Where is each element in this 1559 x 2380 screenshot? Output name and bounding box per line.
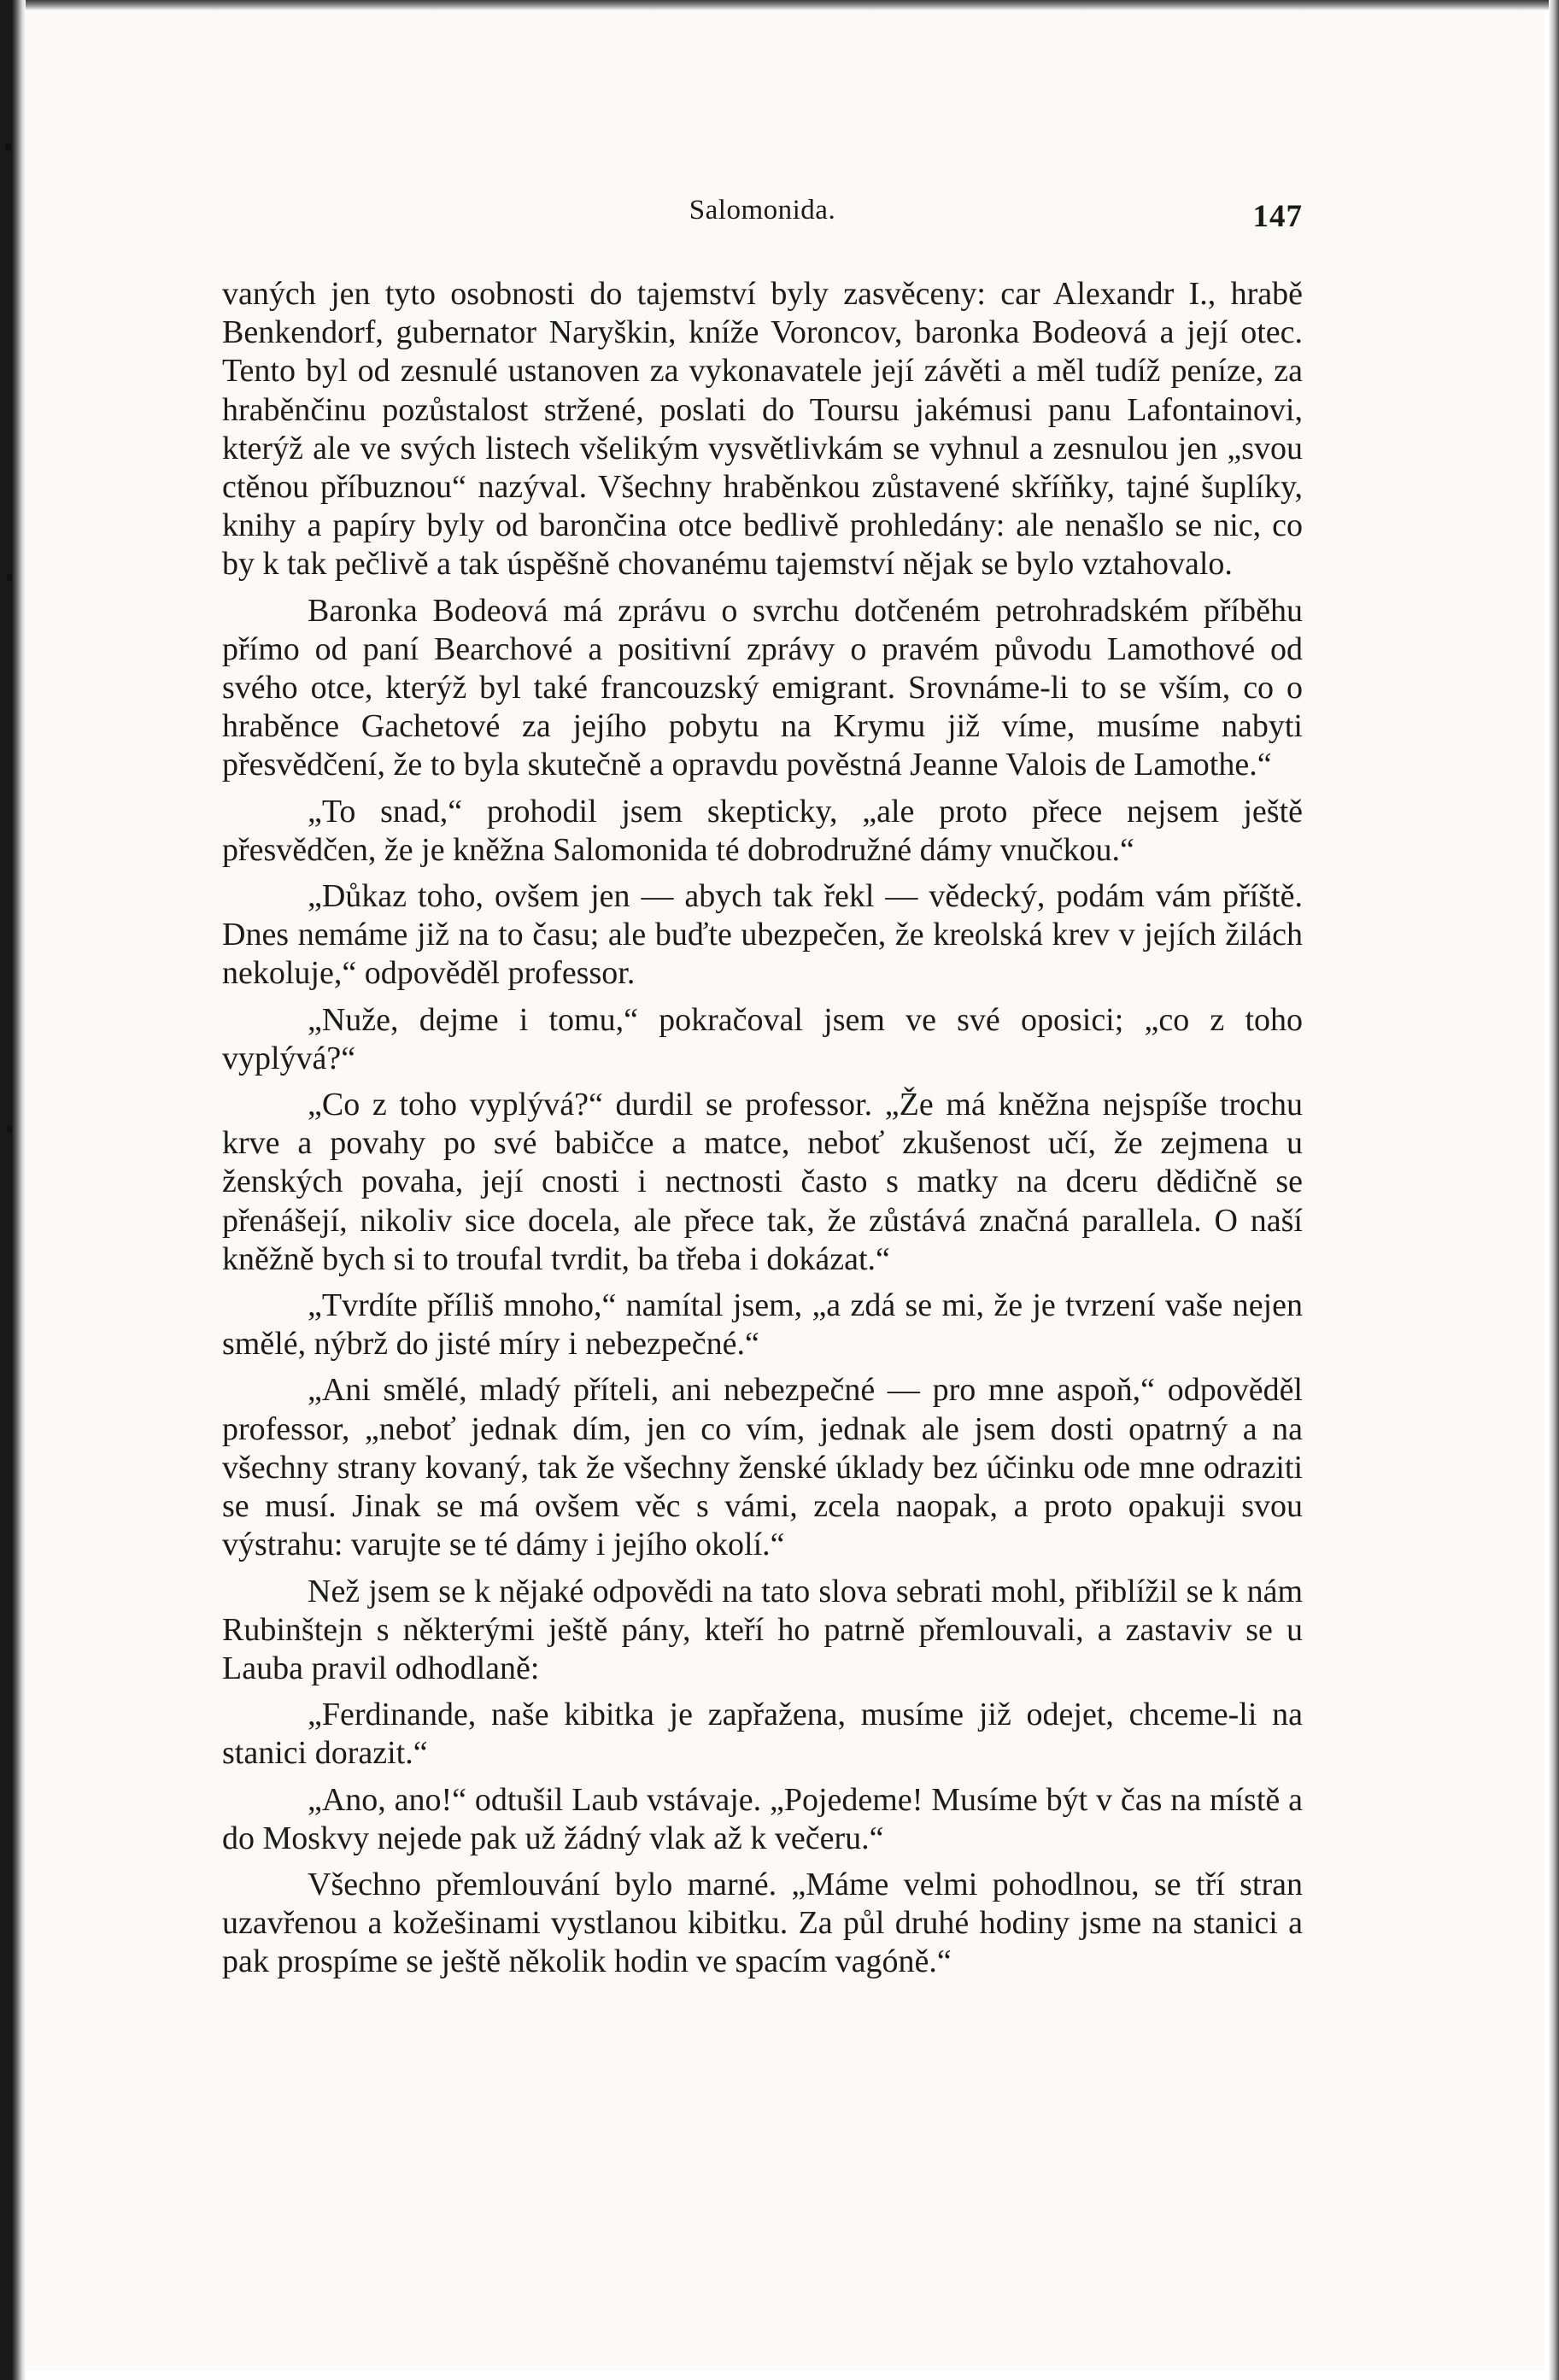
paragraph: „Tvrdíte příliš mnoho,“ namítal jsem, „a zdá se mi, že je tvrzení vaše nejen smělé, nýbrž do jisté míry i nebezpečné.“ [222,1287,1303,1363]
scan-right-edge [1549,0,1559,2380]
paragraph: Než jsem se k nějaké odpovědi na tato slova sebrati mohl, přiblížil se k nám Rubinštejn s některými ještě pány, kteří ho patrně přemlouvali, a zastaviv se u Lauba pravil odhodlaně: [222,1573,1303,1686]
scan-top-edge [0,0,1559,10]
paragraph: vaných jen tyto osobnosti do tajemství byly zasvěceny: car Alexandr I., hrabě Benkendorf, gubernator Naryškin, kníže Voroncov, baronka Bodeová a její otec. Tento byl od zesnulé ustanoven za vykonavatele její závěti a měl tudíž peníze, za hraběnčinu pozůstalost stržené, poslati do Toursu jakémusi panu Lafontainovi, kterýž ale ve svých listech všelikým vysvětlivkám se vyhnul a zesnulou jen „svou ctěnou příbuznou“ nazýval. Všechny hraběnkou zůstavené skříňky, tajné šuplíky, knihy a papíry byly od barončina otce bedlivě prohledány: ale nenašlo se nic, co by k tak pečlivě a tak úspěšně chovanému tajemství nějak se bylo vztahovalo. [222,276,1303,583]
paragraph: „To snad,“ prohodil jsem skepticky, „ale proto přece nejsem ještě přesvědčen, že je kněžna Salomonida té dobrodružné dámy vnučkou.“ [222,793,1303,868]
body-text [222,275,1303,1990]
paragraph: „Co z toho vyplývá?“ durdil se professor. „Že má kněžna nejspíše trochu krve a povahy po své babičce a matce, neboť zkušenost učí, že zejmena u ženských povaha, její cnosti i nectnosti často s matky na dceru dědičně se přenášejí, nikoliv sice docela, ale přece tak, že zůstává značná parallela. O naší kněžně bych si to troufal tvrdit, ba třeba i dokázat.“ [222,1087,1303,1277]
scan-speck [7,574,12,581]
paragraph: „Ano, ano!“ odtušil Laub vstávaje. „Pojedeme! Musíme být v čas na místě a do Moskvy nejede pak už žádný vlak až k večeru.“ [222,1781,1303,1856]
paragraph: Všechno přemlouvání bylo marné. „Máme velmi pohodlnou, se tří stran uzavřenou a kožešinami vystlanou kibitku. Za půl druhé hodiny jsme na stanici a pak prospíme se ještě několik hodin ve spacím vagóně.“ [222,1866,1303,1980]
paragraph: „Ferdinande, naše kibitka je zapřažena, musíme již odejet, chceme-li na stanici dorazit.“ [222,1697,1303,1772]
running-head [222,195,1303,237]
page-number: 147 [1252,199,1303,234]
scan-binding-edge [0,0,26,2380]
paragraph: „Důkaz toho, ovšem jen — abych tak řekl — vědecký, podám vám příště. Dnes nemáme již na to času; ale buďte ubezpečen, že kreolská krev v jejích žilách nekoluje,“ odpověděl professor. [222,878,1303,992]
scan-speck [7,1126,12,1133]
paragraph: „Nuže, dejme i tomu,“ pokračoval jsem ve své oposici; „co z toho vyplývá?“ [222,1001,1303,1076]
paragraph: „Ani smělé, mladý příteli, ani nebezpečné — pro mne aspoň,“ odpověděl professor, „neboť jednak dím, jen co vím, jednak ale jsem dosti opatrný a na všechny strany kovaný, tak že všechny ženské úklady bez účinku ode mne odraziti se musí. Jinak se má ovšem věc s vámi, zcela naopak, a proto opakuji svou výstrahu: varujte se té dámy i jejího okolí.“ [222,1372,1303,1563]
paragraph: Baronka Bodeová má zprávu o svrchu dotčeném petrohradském příběhu přímo od paní Bearchové a positivní zprávy o pravém původu Lamothové od svého otce, kterýž byl také francouzský emigrant. Srovnáme-li to se vším, co o hraběnce Gachetové za jejího pobytu na Krymu již víme, musíme nabyti přesvědčení, že to byla skutečně a opravdu pověstná Jeanne Valois de Lamothe.“ [222,592,1303,783]
scan-speck [5,144,11,151]
running-title: Salomonida. [689,195,836,226]
